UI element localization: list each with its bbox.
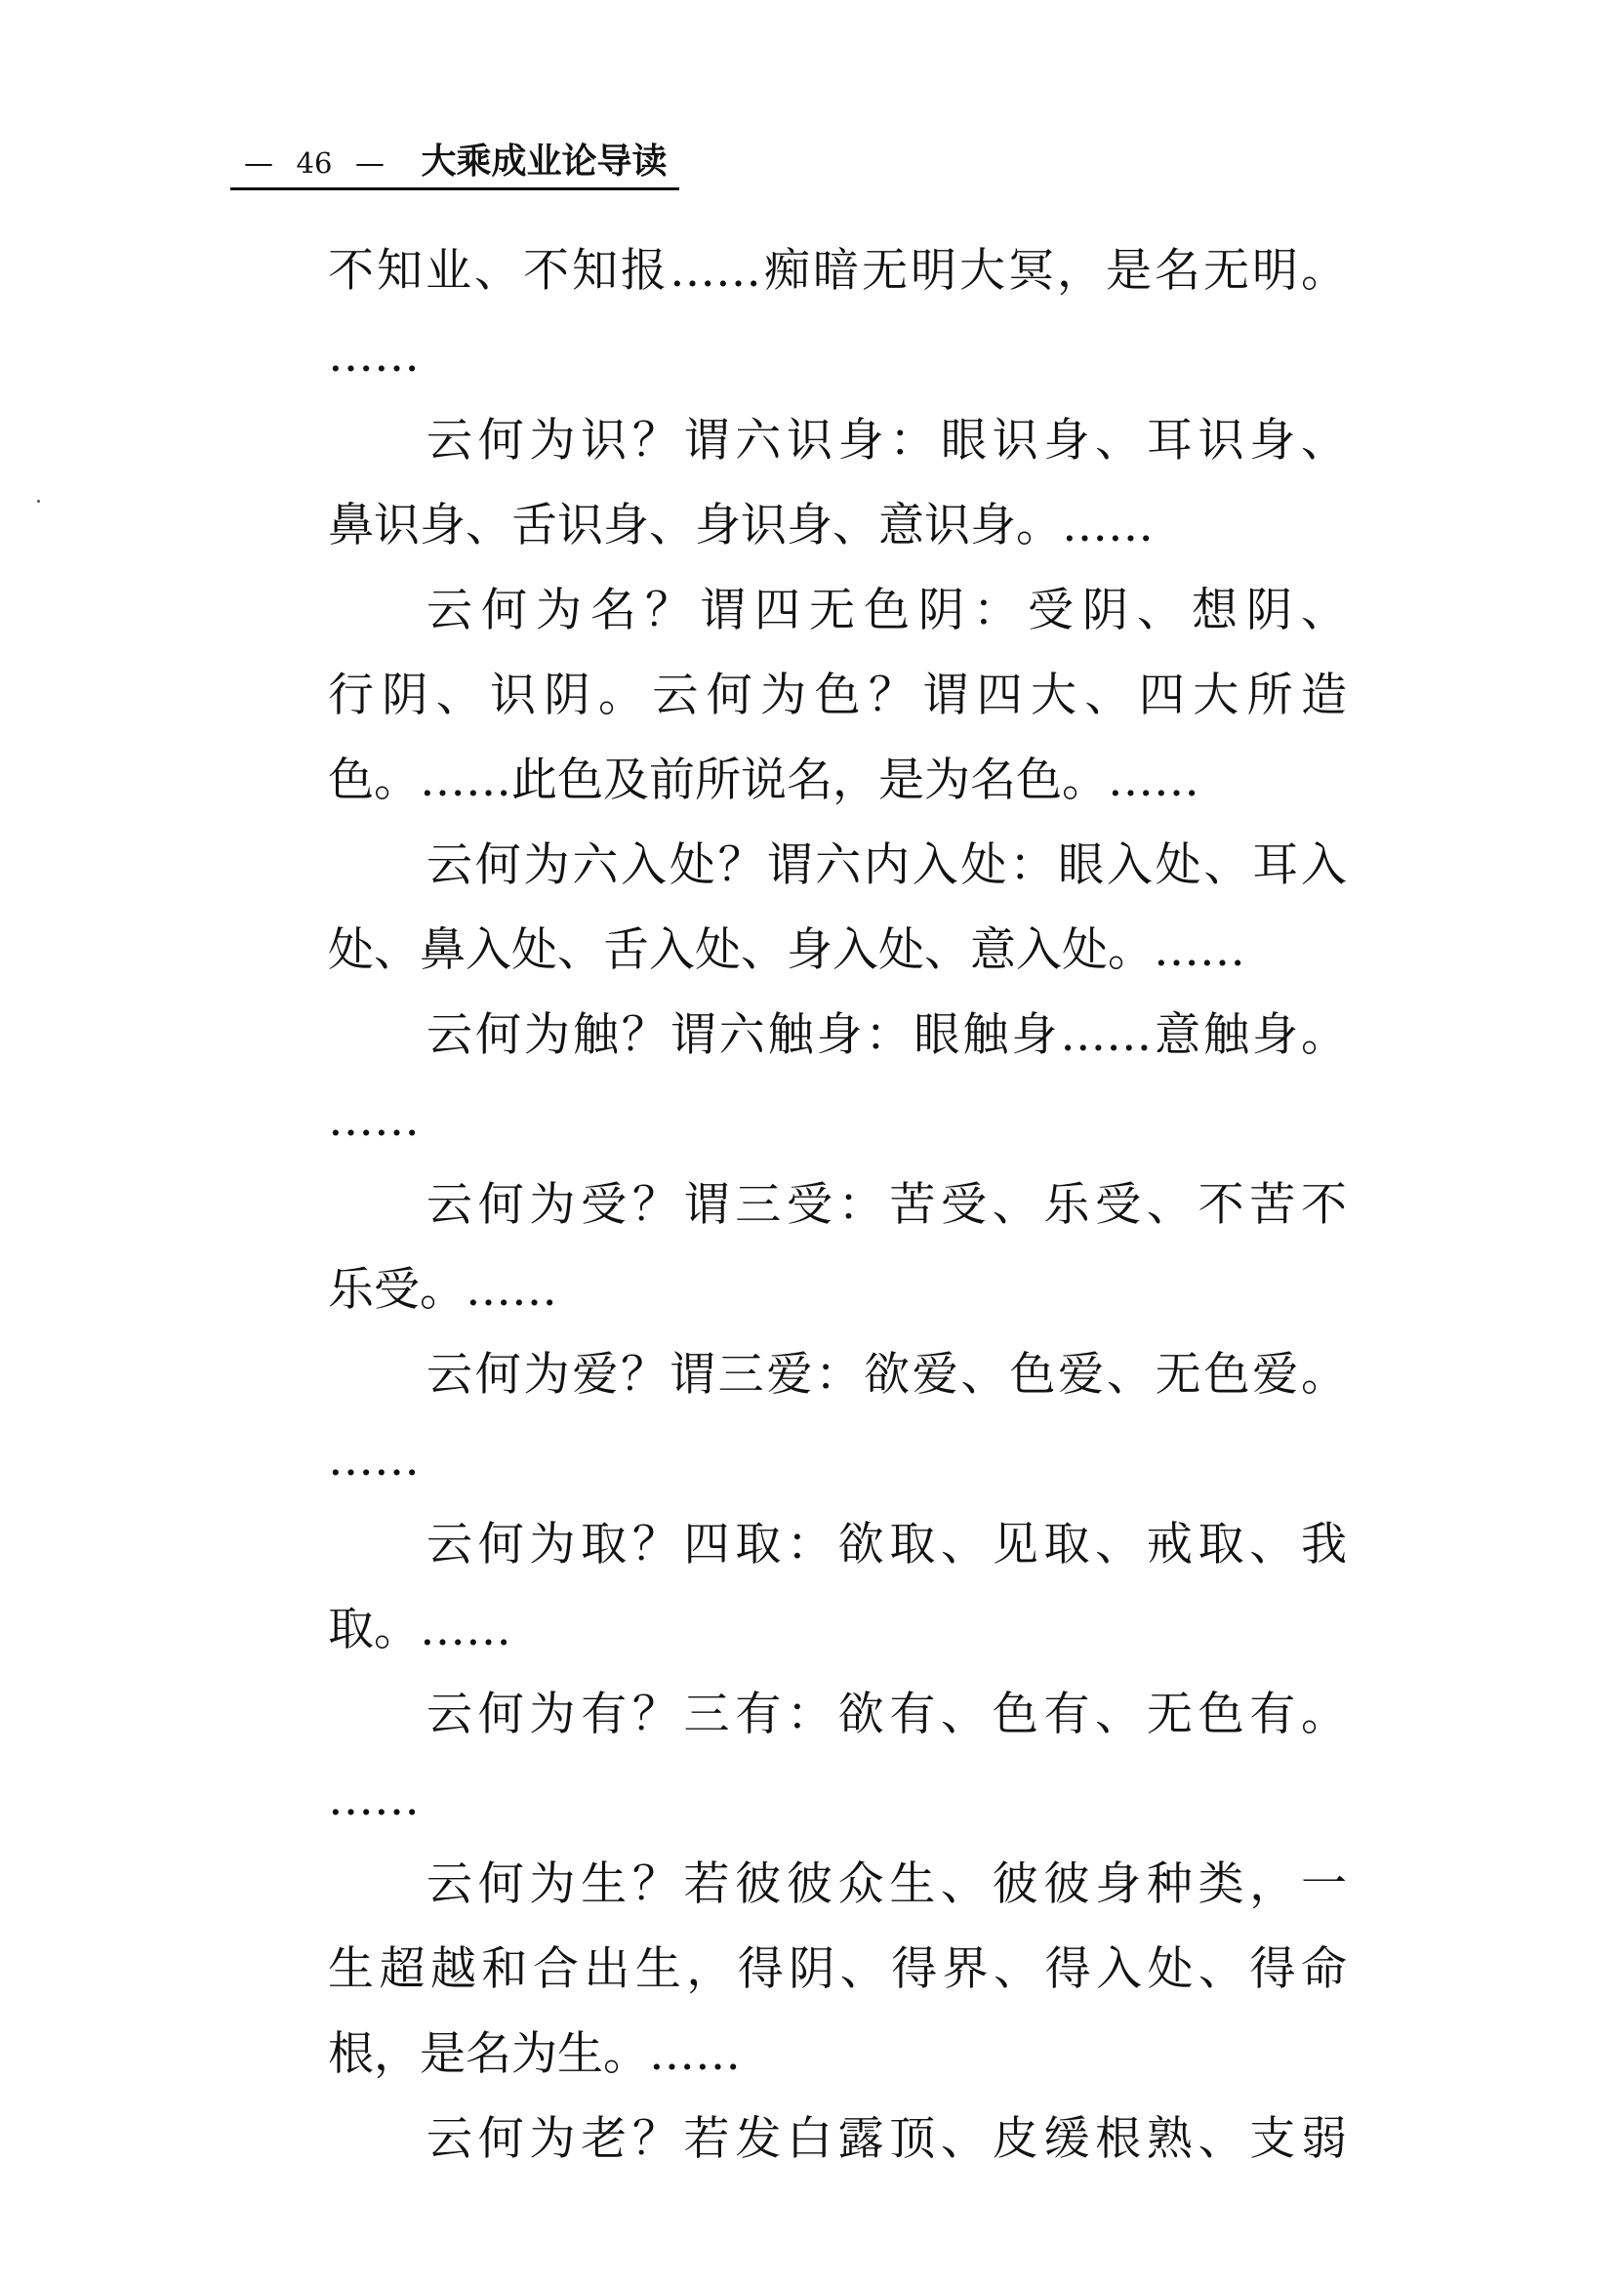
text-line: …… [328,1093,420,1147]
text-line: 云何为识？谓六识身：眼识身、耳识身、 [426,414,1347,468]
text-line: 不知业、不知报……痴暗无明大冥，是名无明。 [328,244,1347,298]
book-title: 大乘成业论导读 [421,142,668,182]
text-line: 根，是名为生。…… [328,2027,741,2081]
text-line: 云何为生？若彼彼众生、彼彼身种类，一 [426,1857,1347,1911]
text-line: 云何为老？若发白露顶、皮缓根熟、支弱 [426,2112,1347,2166]
text-line: 云何为爱？谓三爱：欲爱、色爱、无色爱。 [426,1348,1347,1402]
text-line: 云何为名？谓四无色阴：受阴、想阴、 [426,584,1347,637]
header-dash-left: — [244,146,273,181]
text-line: 色。……此色及前所说名，是为名色。…… [328,754,1199,807]
text-line: …… [328,329,420,383]
text-line: …… [328,1773,420,1826]
text-line: 行阴、识阴。云何为色？谓四大、四大所造 [328,669,1347,722]
text-line: 云何为六入处？谓六内入处：眼入处、耳入 [426,838,1347,892]
text-line: 云何为取？四取：欲取、见取、戒取、我 [426,1518,1347,1571]
text-line: 生超越和合出生，得阴、得界、得入处、得命 [328,1942,1347,1996]
text-line: 云何为触？谓六触身：眼触身……意触身。 [426,1008,1347,1062]
header-dash-right: — [355,146,385,181]
text-line: 处、鼻入处、舌入处、身入处、意入处。…… [328,923,1245,977]
scan-speck [37,500,40,503]
text-line: 云何为有？三有：欲有、色有、无色有。 [426,1688,1347,1741]
text-line: 鼻识身、舌识身、身识身、意识身。…… [328,499,1154,552]
text-line: …… [328,1433,420,1487]
running-header [230,137,679,190]
body-text [328,228,1347,2182]
page-number: 46 [296,146,333,180]
text-line: 取。…… [328,1603,511,1656]
text-line: 乐受。…… [328,1263,557,1317]
text-line: 云何为受？谓三受：苦受、乐受、不苦不 [426,1178,1347,1232]
